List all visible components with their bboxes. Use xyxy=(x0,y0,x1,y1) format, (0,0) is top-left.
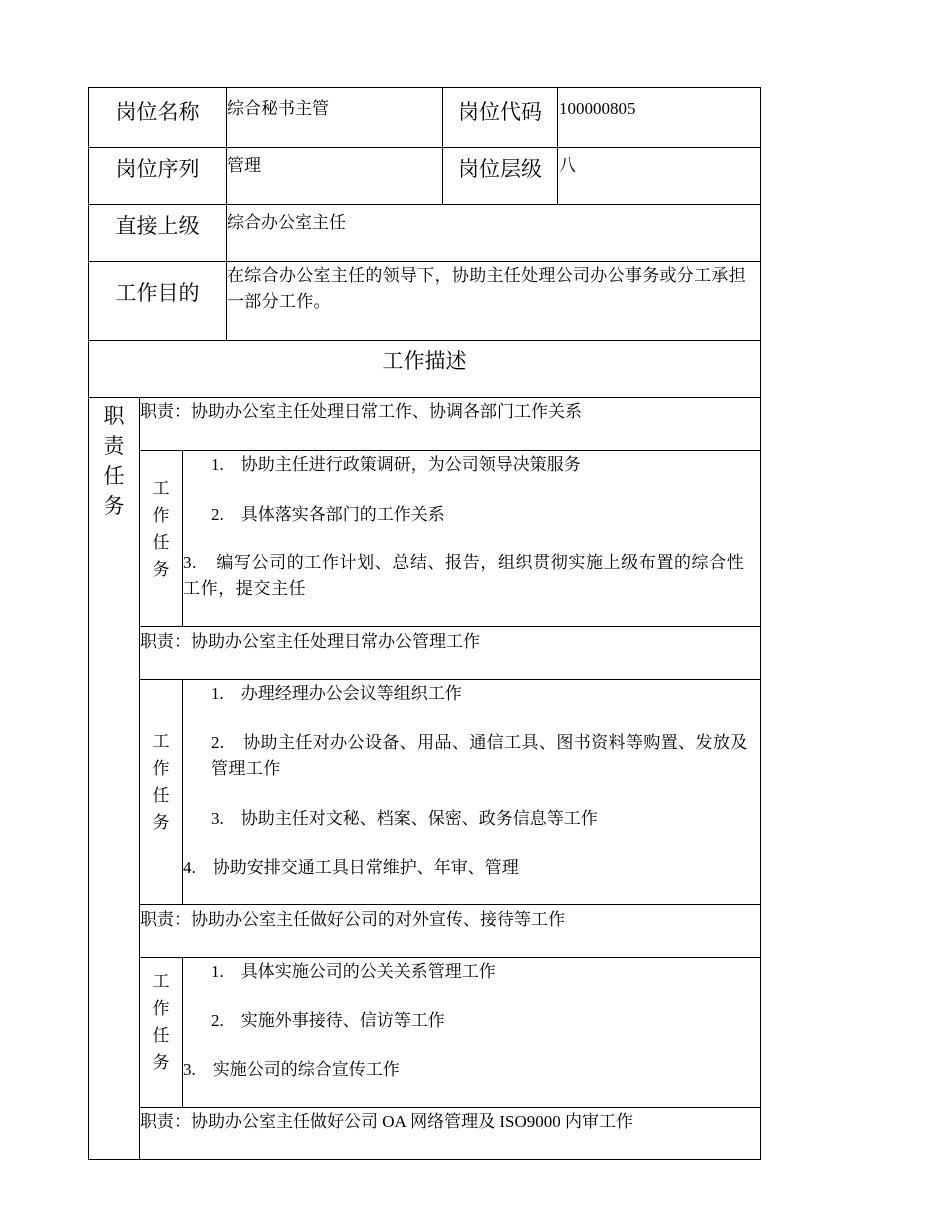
purpose-label: 工作目的 xyxy=(115,281,200,305)
post-name-value-cell xyxy=(226,87,443,148)
duty-side-cell xyxy=(88,397,140,1160)
task-side-char: 任 xyxy=(152,533,170,552)
superior-value: 综合办公室主任 xyxy=(227,213,346,232)
description-title-cell xyxy=(88,340,761,398)
post-code-label-cell xyxy=(442,87,558,148)
duty-title-cell xyxy=(139,397,761,451)
task-side-char: 工 xyxy=(152,732,170,751)
task-list-cell xyxy=(182,679,761,905)
purpose-value: 在综合办公室主任的领导下，协助主任处理公司办公事务或分工承担一部分工作。 xyxy=(227,266,746,311)
task-side-label xyxy=(140,728,182,836)
task-side-char: 作 xyxy=(152,999,170,1018)
task-item: 1. 协助主任进行政策调研，为公司领导决策服务 xyxy=(211,455,581,474)
duty-title-cell xyxy=(139,626,761,680)
task-side-char: 工 xyxy=(152,479,170,498)
superior-label-cell xyxy=(88,204,227,262)
post-name-value: 综合秘书主管 xyxy=(227,99,329,118)
post-level-label: 岗位层级 xyxy=(458,157,542,181)
task-side-cell xyxy=(139,679,183,905)
duty-title: 职责：协助办公室主任处理日常办公管理工作 xyxy=(140,632,480,651)
task-item: 2. 具体落实各部门的工作关系 xyxy=(211,505,445,524)
post-level-value: 八 xyxy=(559,156,576,175)
task-side-char: 任 xyxy=(152,1026,170,1045)
task-side-label xyxy=(140,968,182,1076)
post-code-value-cell xyxy=(557,87,761,148)
task-item: 1. 具体实施公司的公关关系管理工作 xyxy=(211,962,496,981)
task-item: 4. 协助安排交通工具日常维护、年审、管理 xyxy=(183,858,519,877)
post-seq-value: 管理 xyxy=(227,156,261,175)
task-item: 1. 办理经理办公会议等组织工作 xyxy=(211,684,462,703)
task-item: 2. 实施外事接待、信访等工作 xyxy=(211,1011,445,1030)
task-side-char: 任 xyxy=(152,786,170,805)
task-side-char: 务 xyxy=(152,1053,170,1072)
task-item: 2. 协助主任对办公设备、用品、通信工具、图书资料等购置、发放及管理工作 xyxy=(211,733,748,778)
task-item: 3. 实施公司的综合宣传工作 xyxy=(183,1060,400,1079)
task-side-char: 务 xyxy=(152,560,170,579)
duty-side-char: 职 xyxy=(103,404,125,428)
post-code-value: 100000805 xyxy=(559,99,636,118)
task-side-char: 作 xyxy=(152,506,170,525)
duty-title: 职责：协助办公室主任处理日常工作、协调各部门工作关系 xyxy=(140,402,582,421)
duty-title: 职责：协助办公室主任做好公司 OA 网络管理及 ISO9000 内审工作 xyxy=(140,1112,634,1131)
duty-title-cell xyxy=(139,1107,761,1160)
task-side-cell xyxy=(139,957,183,1108)
task-side-label xyxy=(140,475,182,583)
duty-title-cell xyxy=(139,904,761,958)
post-level-value-cell xyxy=(557,147,761,205)
duty-side-char: 责 xyxy=(103,434,125,458)
duty-title: 职责：协助办公室主任做好公司的对外宣传、接待等工作 xyxy=(140,910,565,929)
superior-value-cell xyxy=(226,204,761,262)
duty-side-label xyxy=(89,401,139,521)
post-name-label-cell xyxy=(88,87,227,148)
purpose-value-cell xyxy=(226,261,761,341)
post-seq-label-cell xyxy=(88,147,227,205)
post-name-label: 岗位名称 xyxy=(115,100,200,124)
task-side-char: 工 xyxy=(152,972,170,991)
purpose-label-cell xyxy=(88,261,227,341)
task-side-char: 务 xyxy=(152,813,170,832)
description-title: 工作描述 xyxy=(382,349,467,373)
task-list-cell xyxy=(182,957,761,1108)
superior-label: 直接上级 xyxy=(115,214,200,238)
task-side-cell xyxy=(139,450,183,627)
duty-side-char: 任 xyxy=(103,464,125,488)
post-seq-value-cell xyxy=(226,147,443,205)
task-item: 3. 编写公司的工作计划、总结、报告，组织贯彻实施上级布置的综合性工作，提交主任 xyxy=(183,553,745,598)
post-code-label: 岗位代码 xyxy=(458,100,542,124)
task-list-cell xyxy=(182,450,761,627)
task-side-char: 作 xyxy=(152,759,170,778)
duty-side-char: 务 xyxy=(103,494,125,518)
task-item: 3. 协助主任对文秘、档案、保密、政务信息等工作 xyxy=(211,809,598,828)
post-seq-label: 岗位序列 xyxy=(115,157,200,181)
post-level-label-cell xyxy=(442,147,558,205)
